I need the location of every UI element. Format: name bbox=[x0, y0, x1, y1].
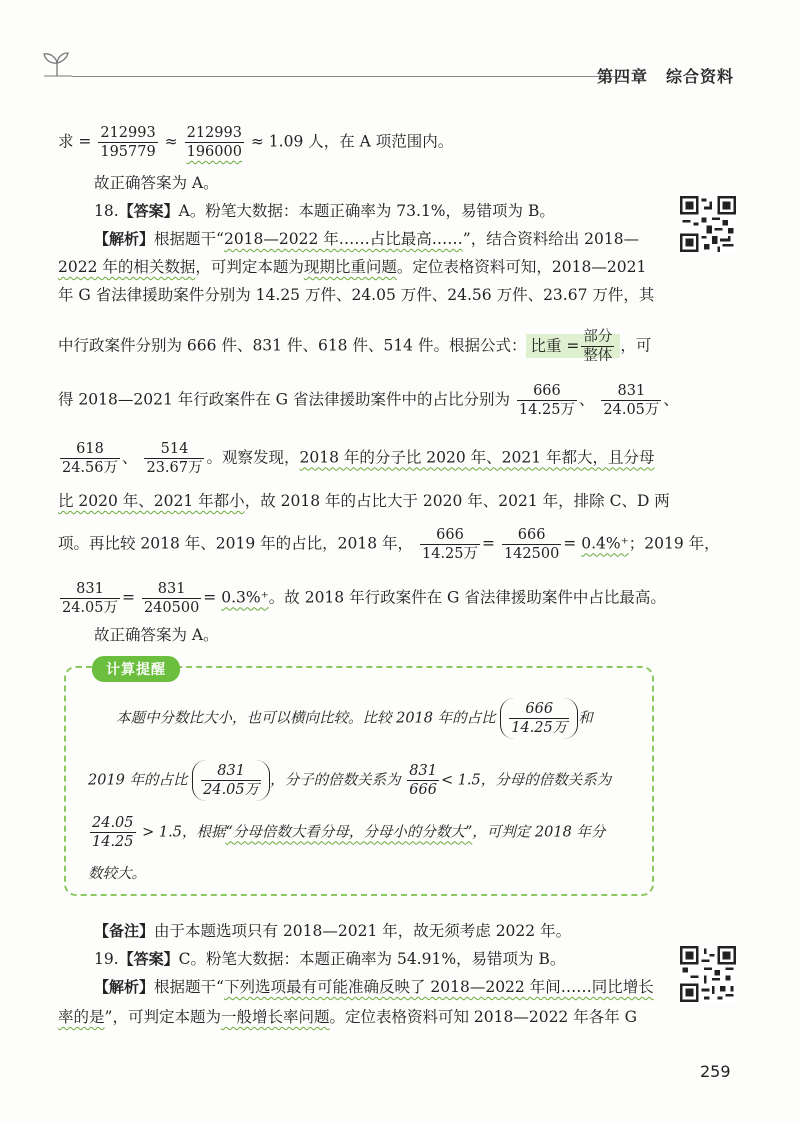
fraction bbox=[185, 124, 244, 161]
question-number: 19. bbox=[94, 950, 119, 968]
numerator: 212993 bbox=[100, 125, 156, 141]
fraction bbox=[407, 762, 439, 799]
numerator: 831 bbox=[142, 580, 201, 599]
fraction bbox=[509, 700, 569, 737]
analysis-tag: 【解析】 bbox=[94, 230, 155, 248]
fraction bbox=[144, 440, 204, 477]
text: 由于本题选项只有 2018—2021 年，故无须考虑 2022 年。 bbox=[154, 922, 572, 940]
denominator: 142500 bbox=[503, 546, 560, 562]
text: 率的是 bbox=[58, 1008, 105, 1026]
text-line: 项。再比较 2018 年、2019 年的占比，2018 年， $\frac{666}{\text{14.25万}}$ = $\frac{666}{142500}$ = 0.4%⁺；2019 年， bbox=[58, 527, 720, 562]
fraction bbox=[201, 762, 261, 799]
denominator: 14.25万 bbox=[511, 720, 568, 736]
numerator: 666 bbox=[502, 526, 561, 545]
tip-line bbox=[88, 698, 676, 739]
denominator: 14.25万 bbox=[422, 546, 479, 562]
text-line: $\frac{831}{\text{24.05万}}$ = $\frac{831}{240500}$ = 0.3%⁺。故 2018 年行政案件在 G 省法律援助案件中占比最高。 bbox=[62, 581, 666, 616]
numerator: 831 bbox=[409, 763, 437, 779]
answer-line: 故正确答案为 A。 bbox=[94, 626, 219, 644]
text: ≈ 1.09 人，在 A 项范围内。 bbox=[250, 132, 454, 151]
text: 得 2018—2021 年行政案件在 G 省法律援助案件中的占比分别为 bbox=[58, 390, 510, 409]
text: 根据题干“ bbox=[154, 978, 224, 996]
note-tag: 【备注】 bbox=[94, 922, 155, 940]
text: 2018 年的分子比 2020 年、2021 年都大，且分母 bbox=[299, 448, 655, 467]
denominator: 24.05万 bbox=[603, 402, 660, 418]
text: 一般增长率问题 bbox=[220, 1008, 330, 1026]
text: 下列选项最有可能准确反映了 2018—2022 年间……同比增长 bbox=[223, 978, 654, 996]
denominator: 14.25 bbox=[92, 834, 134, 850]
qr-code-icon[interactable] bbox=[680, 196, 736, 252]
text: ，可 bbox=[620, 336, 652, 355]
text: 比 2020 年、2021 年都小 bbox=[58, 492, 245, 510]
answer-line: 故正确答案为 A。 bbox=[94, 174, 219, 192]
numerator: 831 bbox=[60, 580, 120, 599]
text: < 1.5，分母的倍数关系为 bbox=[440, 772, 612, 789]
fraction bbox=[601, 382, 661, 419]
numerator: 666 bbox=[517, 382, 577, 401]
numerator: 212993 bbox=[186, 125, 242, 141]
text-line bbox=[58, 256, 646, 278]
section-label: 综合资料 bbox=[666, 67, 735, 86]
formula-highlight bbox=[526, 329, 620, 364]
chapter-title bbox=[597, 64, 734, 87]
text: 。定位表格资料可知 2018—2022 年各年 G bbox=[329, 1008, 638, 1026]
denominator: 14.25万 bbox=[518, 402, 575, 418]
fraction bbox=[517, 382, 577, 419]
text: 2022 年的相关数据 bbox=[58, 258, 196, 276]
text: 本题中分数比大小，也可以横向比较。比较 2018 年的占比 bbox=[116, 710, 496, 727]
fraction bbox=[581, 328, 614, 365]
denominator: 666 bbox=[409, 782, 437, 798]
separator: 、 bbox=[122, 448, 138, 467]
text-line bbox=[58, 440, 655, 477]
text-line: 年 G 省法律援助案件分别为 14.25 万件、24.05 万件、24.56 万件、23.67 万件，其 bbox=[58, 286, 655, 304]
text-line bbox=[58, 1006, 637, 1028]
numerator: 514 bbox=[144, 440, 204, 459]
denominator: 24.56万 bbox=[62, 460, 119, 476]
numerator: 831 bbox=[601, 382, 661, 401]
numerator: 666 bbox=[509, 700, 569, 719]
fraction bbox=[142, 580, 201, 617]
q18-answer bbox=[58, 200, 555, 222]
text: 求 = bbox=[58, 132, 92, 151]
fraction bbox=[420, 526, 480, 563]
fraction bbox=[502, 526, 561, 563]
text: ”，结合资料给出 2018— bbox=[462, 230, 640, 248]
text: ，故 2018 年的占比大于 2020 年、2021 年，排除 C、D 两 bbox=[244, 492, 670, 510]
text: ，可判定 2018 年分 bbox=[472, 824, 606, 841]
sprout-icon bbox=[40, 50, 74, 80]
question-number: 18. bbox=[94, 202, 119, 220]
calc-line bbox=[58, 124, 453, 161]
text: “分母倍数大看分母，分母小的分数大” bbox=[225, 824, 473, 841]
result-value: 0.4%⁺ bbox=[581, 534, 629, 553]
text: 2019 年的占比 bbox=[88, 772, 188, 789]
text: ；2019 年， bbox=[628, 534, 720, 553]
text: A。粉笔大数据：本题正确率为 73.1%，易错项为 B。 bbox=[178, 202, 555, 220]
q19-analysis bbox=[58, 976, 654, 998]
text: 。定位表格资料可知，2018—2021 bbox=[396, 258, 647, 276]
numerator: 618 bbox=[60, 440, 120, 459]
header-rule bbox=[72, 76, 627, 77]
separator: 、 bbox=[578, 390, 595, 409]
numerator: 666 bbox=[420, 526, 480, 545]
denominator: 24.05万 bbox=[203, 782, 260, 798]
answer-tag: 【答案】 bbox=[118, 950, 179, 968]
denominator: 23.67万 bbox=[146, 460, 203, 476]
numerator: 831 bbox=[201, 762, 261, 781]
numerator: 24.05 bbox=[92, 815, 134, 831]
fraction bbox=[98, 124, 157, 161]
parenthesized-fraction bbox=[192, 760, 270, 801]
text: 。观察发现， bbox=[206, 448, 300, 467]
text-line bbox=[58, 490, 670, 512]
denominator: 24.05万 bbox=[62, 600, 119, 616]
text: 现期比重问题 bbox=[303, 258, 397, 276]
approx-sign: ≈ bbox=[164, 132, 178, 151]
text: ，可判定本题为 bbox=[195, 258, 304, 276]
result-value: 0.3%⁺ bbox=[221, 588, 269, 607]
text: 。故 2018 年行政案件在 G 省法律援助案件中占比最高。 bbox=[268, 588, 666, 607]
text: 2018—2022 年……占比最高…… bbox=[223, 230, 463, 248]
text: 根据题干“ bbox=[154, 230, 224, 248]
fraction bbox=[60, 580, 120, 617]
denominator: 整体 bbox=[583, 348, 613, 364]
denominator: 195779 bbox=[100, 144, 156, 160]
answer-tag: 【答案】 bbox=[118, 202, 179, 220]
text: ，分子的倍数关系为 bbox=[270, 772, 401, 789]
tip-line bbox=[88, 760, 648, 801]
text: 中行政案件分别为 666 件、831 件、618 件、514 件。根据公式： bbox=[58, 336, 527, 355]
calc-tip-title: 计算提醒 bbox=[92, 656, 180, 682]
text: 项。再比较 2018 年、2019 年的占比，2018 年， bbox=[58, 534, 414, 553]
q18-analysis bbox=[58, 228, 639, 250]
denominator: 196000 bbox=[186, 144, 242, 160]
text-line bbox=[58, 382, 679, 419]
text: 和 bbox=[578, 710, 593, 727]
text: ”，可判定本题为 bbox=[104, 1008, 221, 1026]
text: > 1.5，根据 bbox=[142, 824, 226, 841]
text: C。粉笔大数据：本题正确率为 54.91%，易错项为 B。 bbox=[178, 950, 566, 968]
page-header bbox=[40, 50, 760, 90]
q19-answer bbox=[58, 948, 565, 970]
qr-code-icon[interactable] bbox=[680, 946, 736, 1002]
numerator: 部分 bbox=[583, 329, 613, 345]
denominator: 240500 bbox=[143, 600, 200, 616]
page-number: 259 bbox=[700, 1062, 731, 1081]
formula-label: 比重 = bbox=[530, 336, 580, 355]
tip-line bbox=[88, 814, 648, 851]
text-line bbox=[58, 328, 651, 365]
tip-line: 数较大。 bbox=[88, 866, 146, 882]
fraction bbox=[90, 814, 136, 851]
chapter-label: 第四章 bbox=[597, 67, 649, 86]
fraction bbox=[60, 440, 120, 477]
separator: 、 bbox=[663, 390, 679, 409]
analysis-tag: 【解析】 bbox=[94, 978, 155, 996]
note-line bbox=[58, 920, 571, 942]
parenthesized-fraction bbox=[500, 698, 578, 739]
